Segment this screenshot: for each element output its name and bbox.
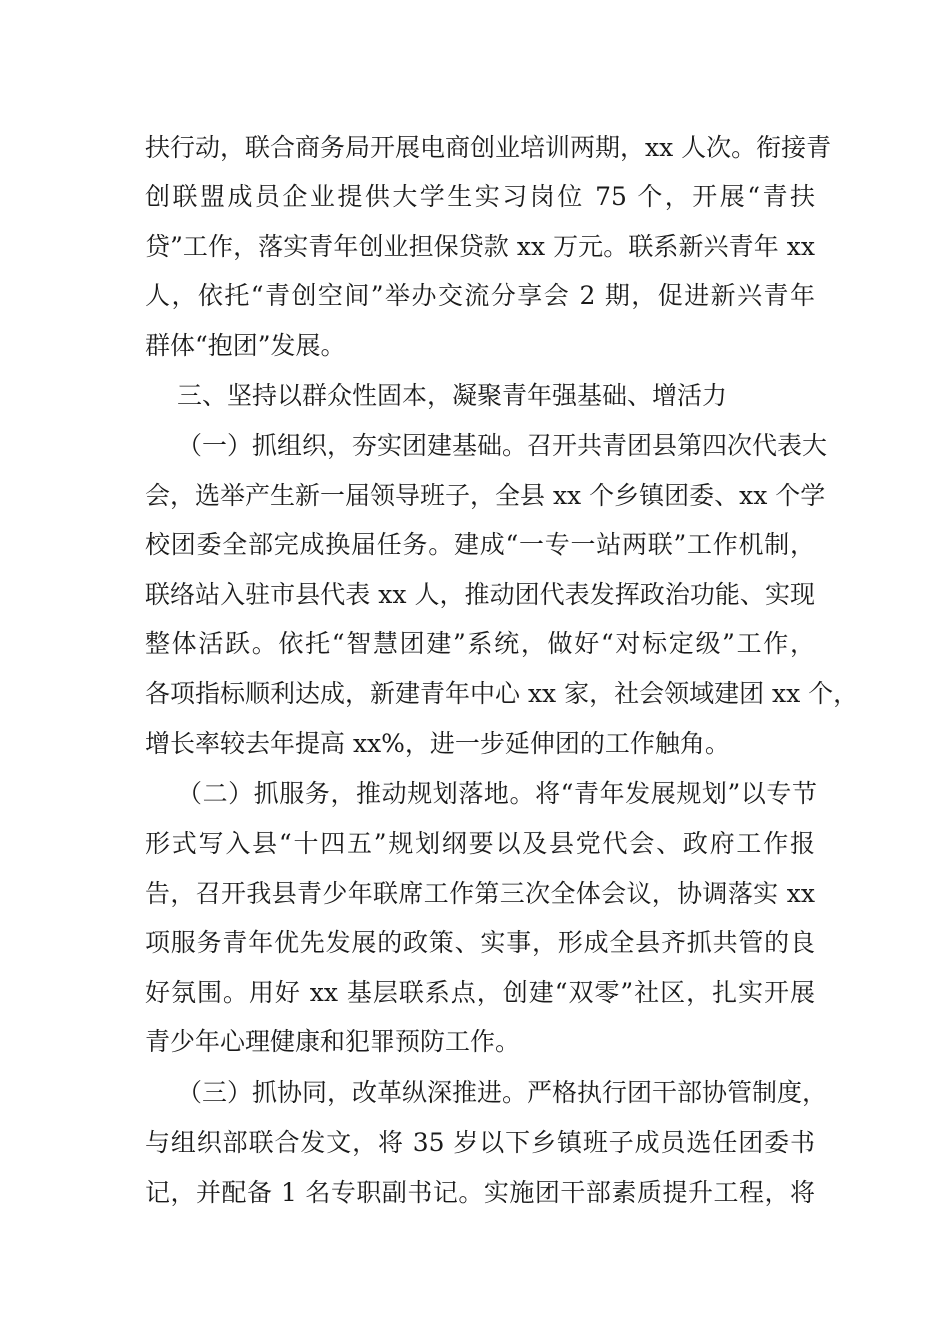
text-line: 贷”工作，落实青年创业担保贷款 xx 万元。联系新兴青年 xx (145, 232, 815, 261)
text-line: 创联盟成员企业提供大学生实习岗位 75 个，开展“青扶 (145, 182, 815, 211)
text-line: （一）抓组织，夯实团建基础。召开共青团县第四次代表大 (177, 431, 828, 460)
text-line: （二）抓服务，推动规划落地。将“青年发展规划”以专节 (177, 779, 817, 808)
text-line: 整体活跃。依托“智慧团建”系统，做好“对标定级”工作， (145, 629, 815, 658)
text-line: 记，并配备 1 名专职副书记。实施团干部素质提升工程，将 (145, 1178, 815, 1207)
text-line: 各项指标顺利达成，新建青年中心 xx 家，社会领域建团 xx 个， (145, 679, 859, 708)
text-line: 校团委全部完成换届任务。建成“一专一站两联”工作机制， (145, 530, 815, 559)
text-line: 人，依托“青创空间”举办交流分享会 2 期，促进新兴青年 (145, 281, 815, 310)
text-line: 告，召开我县青少年联席工作第三次全体会议，协调落实 xx (145, 879, 815, 908)
text-line: 会，选举产生新一届领导班子，全县 xx 个乡镇团委、xx 个学 (145, 481, 826, 510)
text-line: 联络站入驻市县代表 xx 人，推动团代表发挥政治功能、实现 (145, 580, 815, 609)
text-line: 形式写入县“十四五”规划纲要以及县党代会、政府工作报 (145, 829, 815, 858)
text-line: 增长率较去年提高 xx%，进一步延伸团的工作触角。 (145, 729, 730, 758)
text-line: 好氛围。用好 xx 基层联系点，创建“双零”社区，扎实开展 (145, 978, 815, 1007)
text-line: 项服务青年优先发展的政策、实事，形成全县齐抓共管的良 (145, 928, 815, 957)
text-line: 群体“抱团”发展。 (145, 331, 346, 360)
text-line: 与组织部联合发文，将 35 岁以下乡镇班子成员选任团委书 (145, 1128, 815, 1157)
section-heading: 三、坚持以群众性固本，凝聚青年强基础、增活力 (177, 381, 728, 410)
text-line: （三）抓协同，改革纵深推进。严格执行团干部协管制度， (177, 1078, 828, 1107)
text-line: 扶行动，联合商务局开展电商创业培训两期，xx 人次。衔接青 (145, 133, 832, 162)
text-line: 青少年心理健康和犯罪预防工作。 (145, 1027, 521, 1056)
